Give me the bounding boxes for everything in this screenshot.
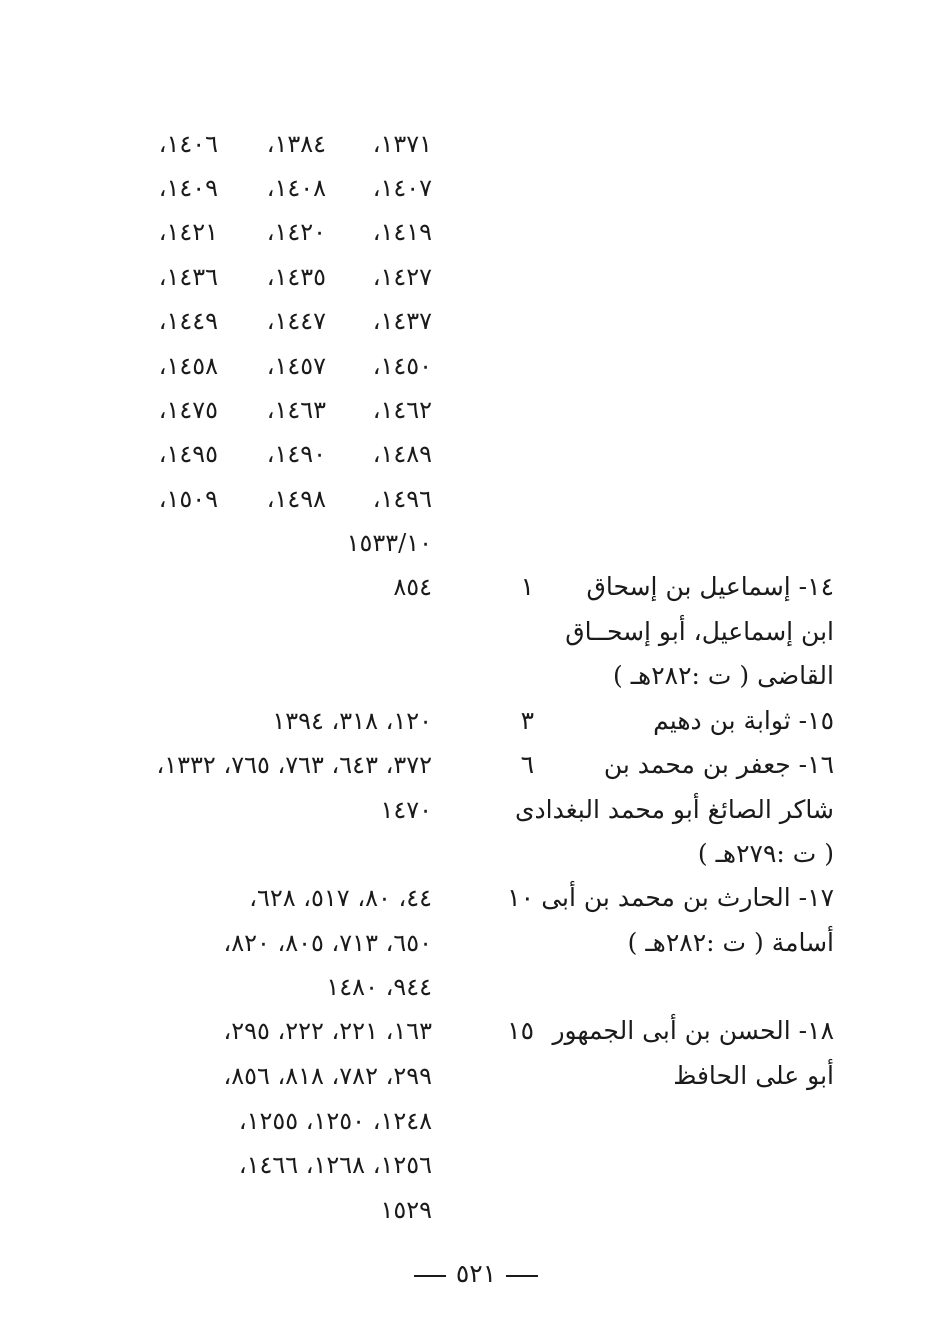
grid-cell: ١٤٩٠، [266, 440, 326, 468]
entry-refs: ٣٧٢، ٦٤٣، ٧٦٣، ٧٦٥، ١٣٣٢، [156, 751, 432, 779]
entry-refs: ٩٤٤، ١٤٨٠ [326, 973, 432, 1001]
entry-name-line: ( ت :٢٧٩هـ ) [697, 839, 834, 868]
grid-cell: ١٤٤٧، [266, 307, 326, 335]
entry-name-line: أبو على الحافظ [673, 1061, 834, 1090]
entry-refs: ١٢٤٨، ١٢٥٠، ١٢٥٥، [238, 1107, 432, 1135]
entry-refs: ١٢٠، ٣١٨، ١٣٩٤ [272, 707, 432, 735]
entry-name-line: ١٨- الحسن بن أبى الجمهور [552, 1016, 834, 1045]
grid-cell: ١٤٨٩، [372, 440, 432, 468]
grid-cell: ١٤٩٦، [372, 485, 432, 513]
entry-refs: ١٢٥٦، ١٢٦٨، ١٤٦٦، [238, 1151, 432, 1179]
page-number: ٥٢١ [455, 1259, 497, 1288]
grid-cell: ١٤٥٠، [372, 352, 432, 380]
grid-cell: ١٤٠٩، [158, 174, 218, 202]
grid-cell: ١٤٣٥، [266, 263, 326, 291]
grid-cell: ١٤٠٦، [158, 130, 218, 158]
grid-cell: ١٤٣٦، [158, 263, 218, 291]
grid-cell: ١٣٧١، [372, 130, 432, 158]
grid-cell: ١٣٨٤، [266, 130, 326, 158]
grid-cell: ١٤٩٨، [266, 485, 326, 513]
entry-name-line: القاضى ( ت :٢٨٢هـ ) [613, 661, 834, 690]
entry-refs: ١٤٧٠ [380, 796, 432, 824]
footer-dash [414, 1275, 446, 1277]
entry-refs: ١٥٢٩ [380, 1196, 432, 1224]
grid-cell: ١٤٠٨، [266, 174, 326, 202]
page-footer [0, 1257, 952, 1291]
entry-refs: ١٦٣، ٢٢١، ٢٢٢، ٢٩٥، [223, 1017, 432, 1045]
grid-cell: ١٤٥٨، [158, 352, 218, 380]
entry-count: ٦ [520, 750, 534, 779]
entry-refs: ٨٥٤ [393, 573, 432, 601]
grid-cell: ١٤٢٧، [372, 263, 432, 291]
grid-cell: ١٤٧٥، [158, 396, 218, 424]
grid-cell: ١٥٠٩، [158, 485, 218, 513]
entry-count: ٣ [520, 706, 534, 735]
entry-name-line: ١٧- الحارث بن محمد بن أبى [541, 883, 834, 912]
entry-count: ١٥ [507, 1016, 534, 1045]
grid-cell: ١٤٦٣، [266, 396, 326, 424]
grid-cell: ١٤٥٧، [266, 352, 326, 380]
grid-cell: ١٤٢٠، [266, 218, 326, 246]
grid-cell: ١٤٣٧، [372, 307, 432, 335]
entry-name-line: ١٦- جعفر بن محمد بن [603, 750, 834, 779]
entry-name-line: ١٥- ثوابة بن دهيم [653, 706, 834, 735]
entry-refs: ٤٤، ٨٠، ٥١٧، ٦٢٨، [249, 884, 432, 912]
grid-cell: ١٤٦٢، [372, 396, 432, 424]
footer-dash [506, 1275, 538, 1277]
entry-name-line: ١٤- إسماعيل بن إسحاق [586, 572, 834, 601]
entry-count: ١٠ [507, 883, 534, 912]
grid-cell: ١٤٢١، [158, 218, 218, 246]
entry-name-line: ابن إسماعيل، أبو إسحــاق [565, 617, 834, 646]
entry-refs: ٦٥٠، ٧١٣، ٨٠٥، ٨٢٠، [223, 929, 432, 957]
grid-cell: ١٤٠٧، [372, 174, 432, 202]
entry-refs: ٢٩٩، ٧٨٢، ٨١٨، ٨٥٦، [223, 1062, 432, 1090]
entry-count: ١ [520, 572, 534, 601]
entry-name-line: شاكر الصائغ أبو محمد البغدادى [514, 795, 834, 824]
grid-cell: ١٤١٩، [372, 218, 432, 246]
grid-cell: ١٤٩٥، [158, 440, 218, 468]
grid-tail: ١٥٣٣/١٠ [346, 529, 432, 557]
entry-name-line: أسامة ( ت :٢٨٢هـ ) [627, 928, 834, 957]
grid-cell: ١٤٤٩، [158, 307, 218, 335]
